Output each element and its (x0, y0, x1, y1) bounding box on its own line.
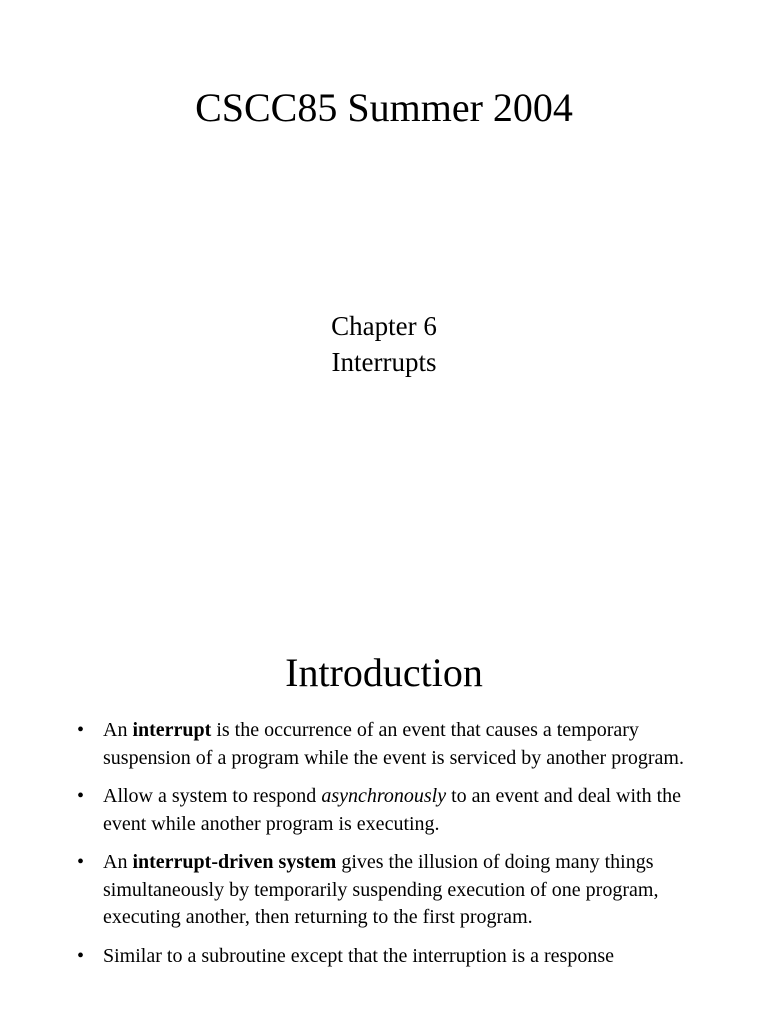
bullet-text-segment: is the occurrence of an event that causes a temporary suspension of a program while the event is serviced by another program. (103, 719, 684, 769)
bullet-text-segment: to an event and deal with the event while another program is executing. (103, 785, 682, 835)
chapter-topic: Interrupts (331, 347, 437, 377)
bullet-dot-icon: • (77, 719, 85, 741)
bullet-dot-icon: • (77, 944, 85, 967)
bullet-text-segment: gives the illusion of doing many things simultaneously by temporarily suspending execution of one program, executing another, then returning to the first program. (103, 851, 659, 928)
bullet-term-bold: interrupt-driven system (132, 851, 337, 873)
slide-title: CSCC85 Summer 2004 (195, 85, 573, 130)
bullet-text-segment: Allow a system to respond (103, 785, 322, 807)
bullet-text-segment: An (103, 851, 133, 873)
bullet-item (0, 849, 768, 932)
bullet-list (0, 717, 768, 981)
bullet-text-segment: Similar to a subroutine except that the interruption is a response (103, 944, 614, 967)
bullet-dot-icon: • (77, 851, 85, 873)
chapter-block (0, 308, 768, 380)
bullet-term-bold: interrupt (132, 719, 212, 741)
bullet-term-italic: asynchronously (321, 785, 447, 807)
bullet-item (0, 783, 768, 838)
bullet-text-segment: An (103, 719, 133, 741)
bullet-item (0, 943, 768, 971)
chapter-label: Chapter 6 (331, 311, 437, 341)
bullet-dot-icon: • (77, 785, 85, 807)
bullet-item (0, 717, 768, 772)
section-heading: Introduction (285, 650, 483, 695)
